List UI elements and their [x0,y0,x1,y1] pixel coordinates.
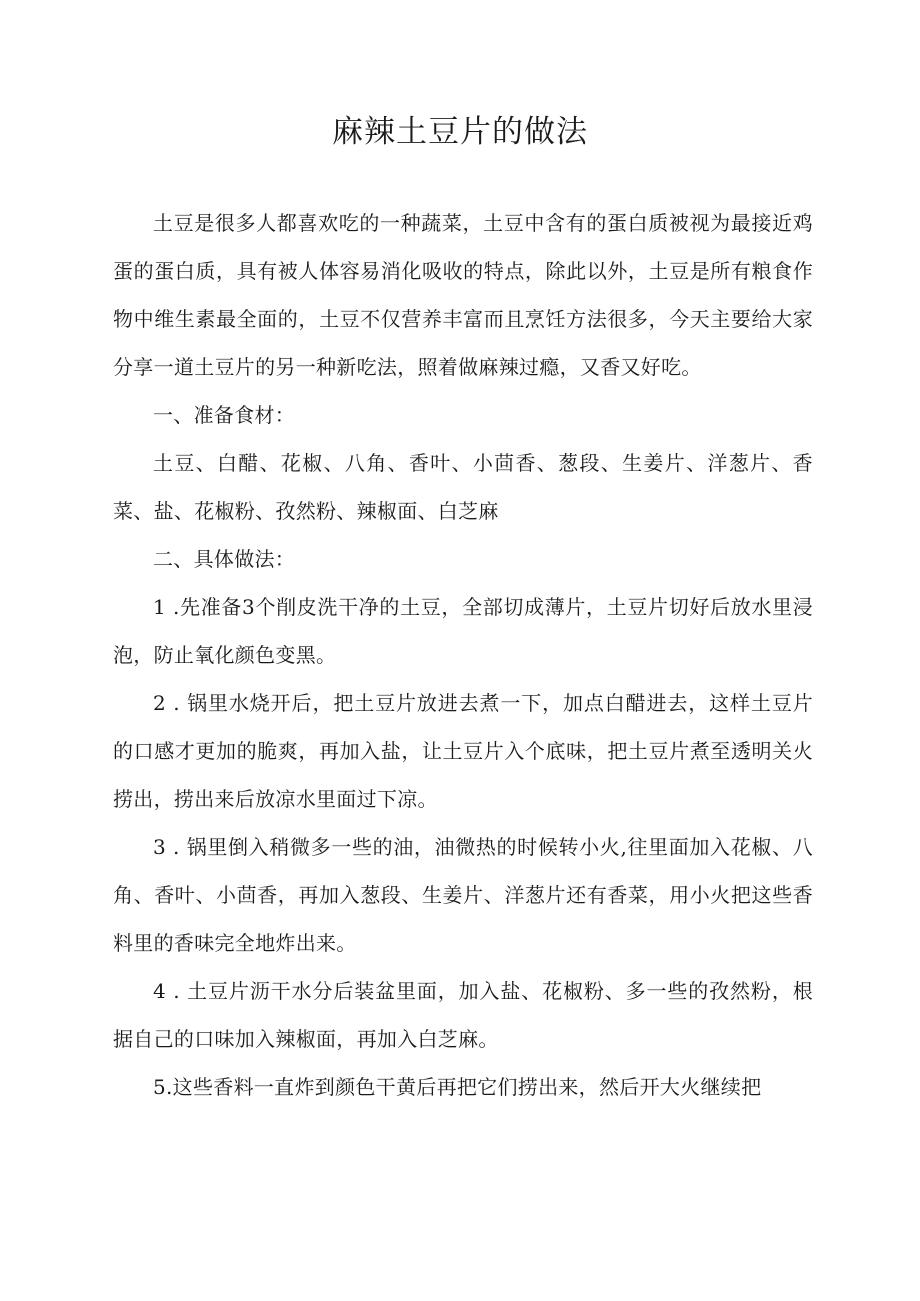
section-heading-method: 二、具体做法： [153,547,296,571]
document-title: 麻辣土豆片的做法 [332,114,588,150]
step-2: 2 . 锅里水烧开后，把土豆片放进去煮一下，加点白醋进去，这样土豆片的口感才更加的脆爽，再加入盐，让土豆片入个底味，把土豆片煮至透明关火捞出，捞出来后放凉水里面过下凉。 [113,691,813,811]
section-heading-ingredients: 一、准备食材： [153,403,296,427]
step-5: 5.这些香料一直炸到颜色干黄后再把它们捞出来，然后开大火继续把 [153,1075,762,1099]
intro-paragraph: 土豆是很多人都喜欢吃的一种蔬菜，土豆中含有的蛋白质被视为最接近鸡蛋的蛋白质，具有被人体容易消化吸收的特点，除此以外，土豆是所有粮食作物中维生素最全面的，土豆不仅营养丰富而且烹饪方法很多，今天主要给大家分享一道土豆片的另一种新吃法，照着做麻辣过瘾，又香又好吃。 [113,211,813,379]
step-3: 3 . 锅里倒入稍微多一些的油，油微热的时候转小火,往里面加入花椒、八角、香叶、小茴香，再加入葱段、生姜片、洋葱片还有香菜，用小火把这些香料里的香味完全地炸出来。 [113,835,813,955]
ingredients-list: 土豆、白醋、花椒、八角、香叶、小茴香、葱段、生姜片、洋葱片、香菜、盐、花椒粉、孜然粉、辣椒面、白芝麻 [113,451,813,523]
document-body [113,199,813,1111]
step-4: 4 . 土豆片沥干水分后装盆里面，加入盐、花椒粉、多一些的孜然粉，根据自己的口味加入辣椒面，再加入白芝麻。 [113,979,813,1051]
step-1: 1 .先准备3个削皮洗干净的土豆，全部切成薄片，土豆片切好后放水里浸泡，防止氧化颜色变黑。 [113,595,813,667]
